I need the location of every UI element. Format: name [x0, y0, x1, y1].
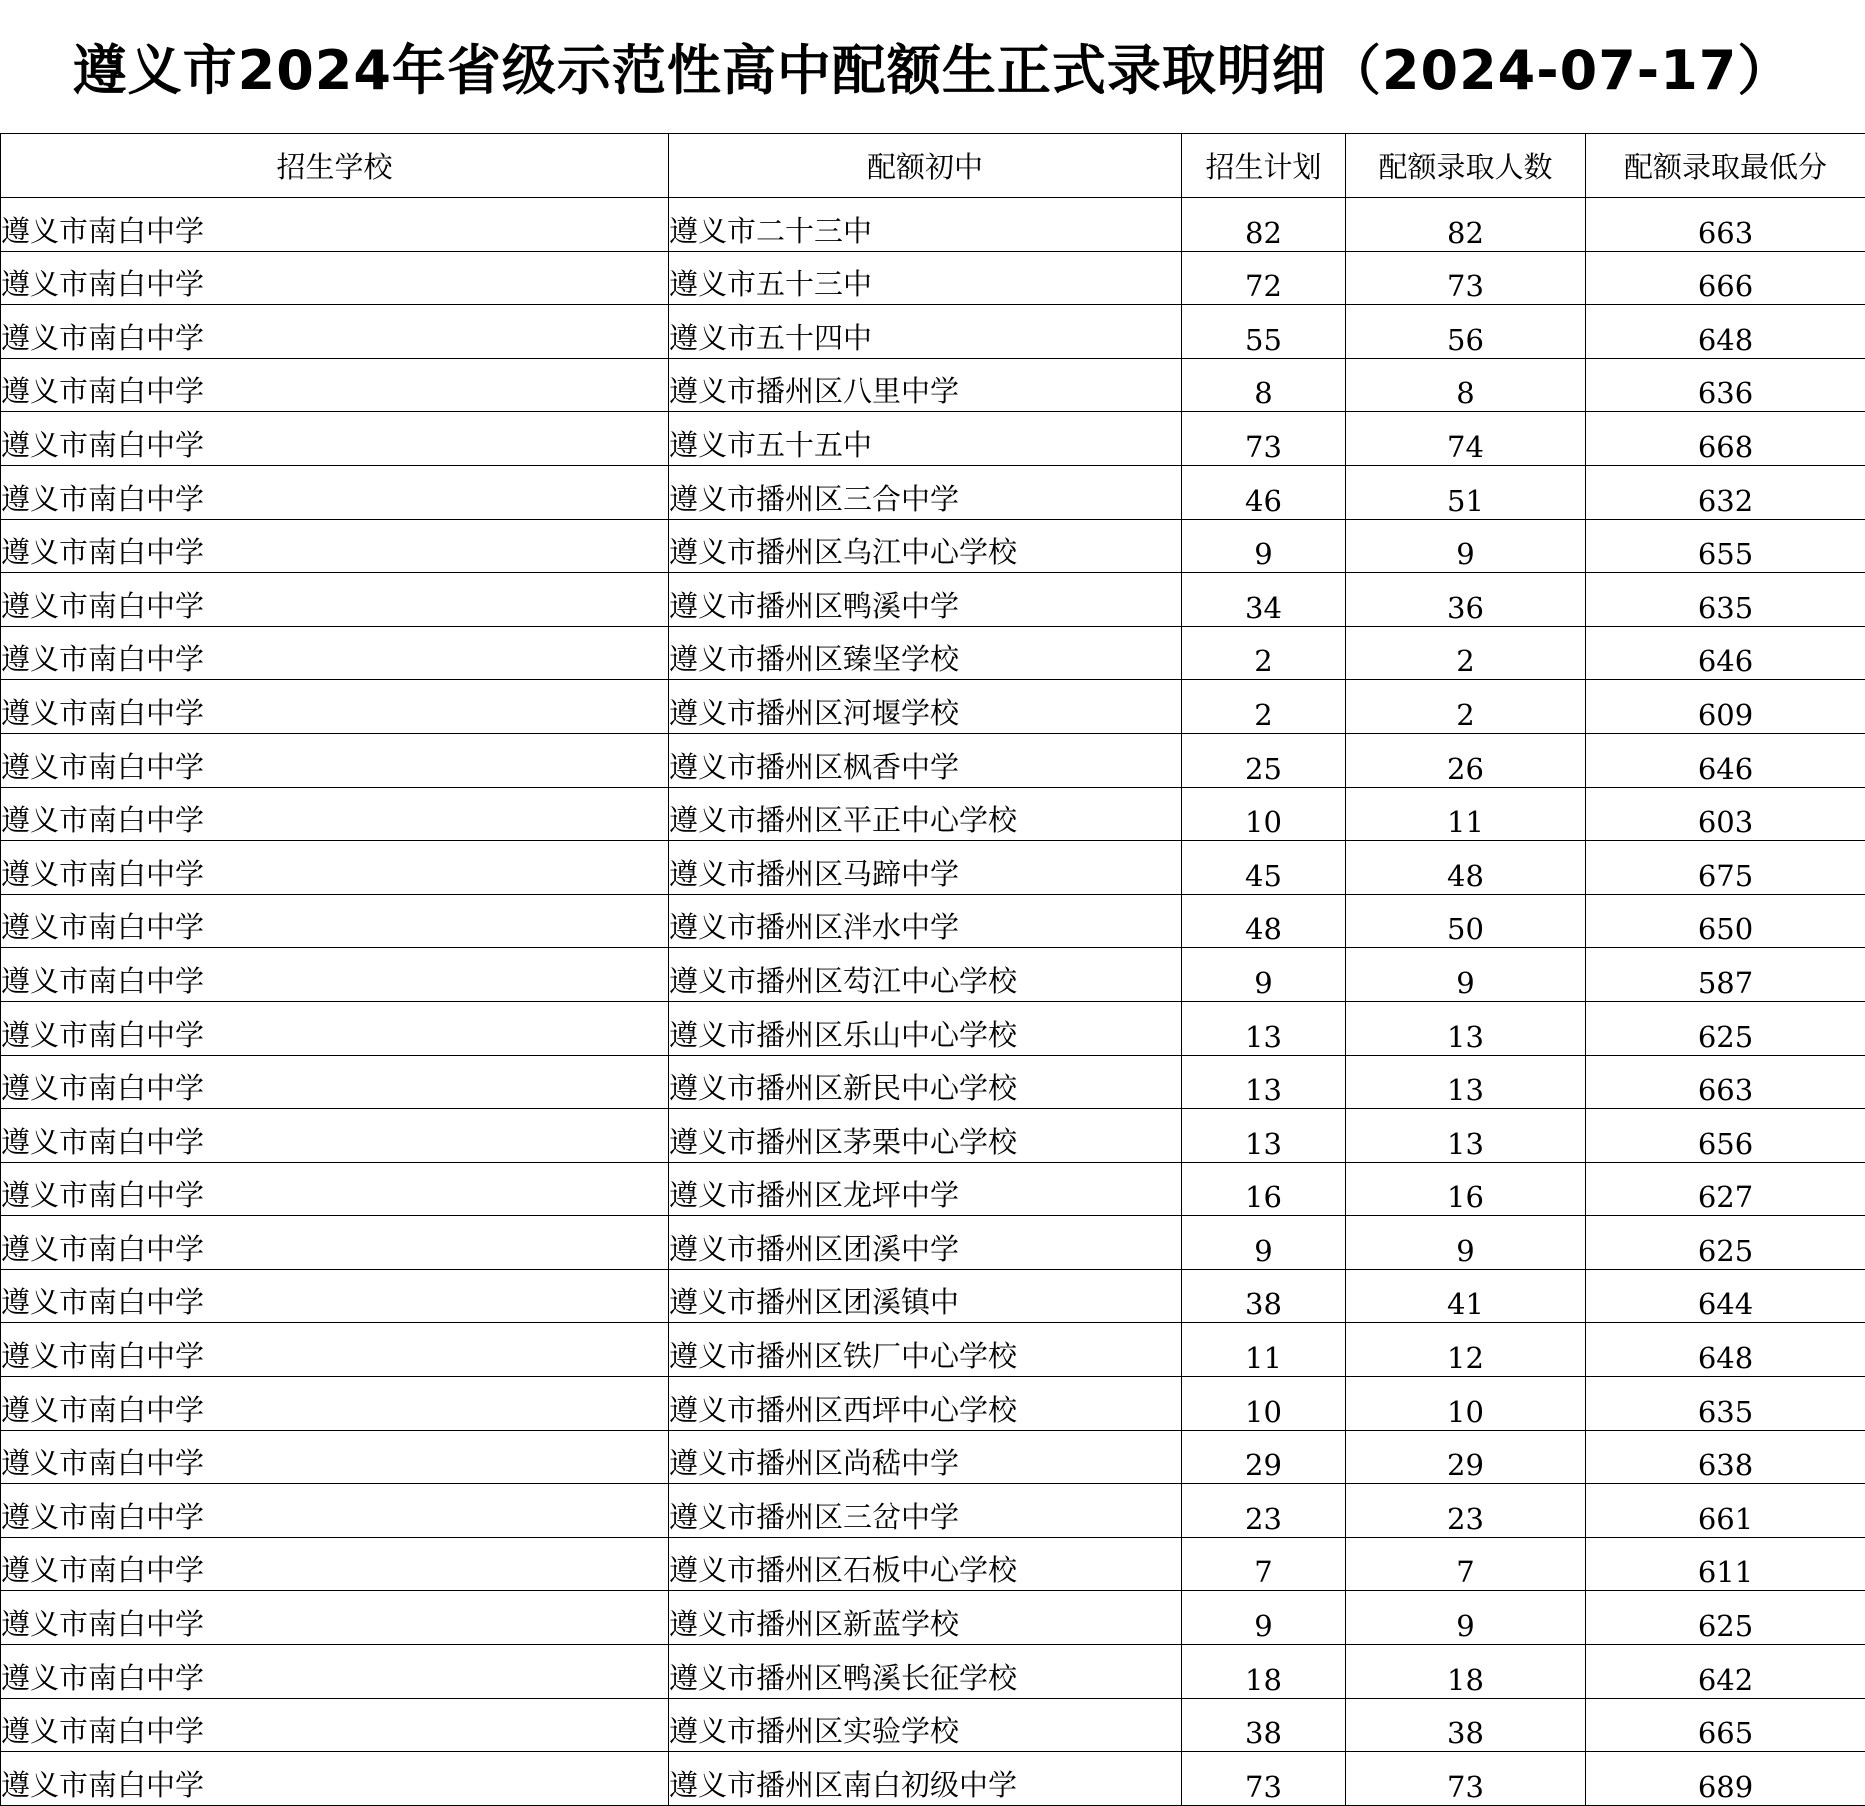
enrollment-plan-cell: 9 — [1182, 1216, 1346, 1270]
table-row — [1, 412, 1865, 466]
admitted-count-cell: 2 — [1346, 626, 1586, 680]
enrolling-school-cell: 遵义市南白中学 — [1, 1645, 669, 1699]
admitted-count-cell: 50 — [1346, 894, 1586, 948]
table-row — [1, 305, 1865, 359]
table-row — [1, 1484, 1865, 1538]
quota-middle-school-cell: 遵义市五十五中 — [669, 412, 1182, 466]
header-admitted-count: 配额录取人数 — [1346, 134, 1586, 198]
min-score-cell: 587 — [1586, 948, 1865, 1002]
table-body — [1, 198, 1865, 1806]
table-row — [1, 1216, 1865, 1270]
enrolling-school-cell: 遵义市南白中学 — [1, 1591, 669, 1645]
admitted-count-cell: 51 — [1346, 465, 1586, 519]
enrolling-school-cell: 遵义市南白中学 — [1, 198, 669, 252]
min-score-cell: 663 — [1586, 198, 1865, 252]
table-header — [1, 134, 1865, 198]
min-score-cell: 675 — [1586, 841, 1865, 895]
enrollment-plan-cell: 9 — [1182, 948, 1346, 1002]
enrolling-school-cell: 遵义市南白中学 — [1, 573, 669, 627]
min-score-cell: 635 — [1586, 573, 1865, 627]
enrolling-school-cell: 遵义市南白中学 — [1, 1269, 669, 1323]
admission-table — [0, 133, 1865, 1806]
min-score-cell: 642 — [1586, 1645, 1865, 1699]
min-score-cell: 627 — [1586, 1162, 1865, 1216]
enrolling-school-cell: 遵义市南白中学 — [1, 412, 669, 466]
min-score-cell: 648 — [1586, 1323, 1865, 1377]
enrollment-plan-cell: 13 — [1182, 1055, 1346, 1109]
enrollment-plan-cell: 34 — [1182, 573, 1346, 627]
enrolling-school-cell: 遵义市南白中学 — [1, 1484, 669, 1538]
enrolling-school-cell: 遵义市南白中学 — [1, 519, 669, 573]
quota-middle-school-cell: 遵义市播州区新民中心学校 — [669, 1055, 1182, 1109]
min-score-cell: 665 — [1586, 1698, 1865, 1752]
min-score-cell: 661 — [1586, 1484, 1865, 1538]
table-row — [1, 1698, 1865, 1752]
min-score-cell: 650 — [1586, 894, 1865, 948]
quota-middle-school-cell: 遵义市播州区枫香中学 — [669, 733, 1182, 787]
admitted-count-cell: 23 — [1346, 1484, 1586, 1538]
quota-middle-school-cell: 遵义市播州区三合中学 — [669, 465, 1182, 519]
enrolling-school-cell: 遵义市南白中学 — [1, 465, 669, 519]
admitted-count-cell: 74 — [1346, 412, 1586, 466]
enrolling-school-cell: 遵义市南白中学 — [1, 1001, 669, 1055]
header-enrollment-plan: 招生计划 — [1182, 134, 1346, 198]
admitted-count-cell: 9 — [1346, 519, 1586, 573]
table-row — [1, 1752, 1865, 1806]
admitted-count-cell: 16 — [1346, 1162, 1586, 1216]
table-row — [1, 1537, 1865, 1591]
quota-middle-school-cell: 遵义市播州区铁厂中心学校 — [669, 1323, 1182, 1377]
admitted-count-cell: 18 — [1346, 1645, 1586, 1699]
admitted-count-cell: 13 — [1346, 1109, 1586, 1163]
table-row — [1, 198, 1865, 252]
header-enrolling-school: 招生学校 — [1, 134, 669, 198]
enrolling-school-cell: 遵义市南白中学 — [1, 1162, 669, 1216]
enrollment-plan-cell: 2 — [1182, 680, 1346, 734]
enrollment-plan-cell: 55 — [1182, 305, 1346, 359]
table-row — [1, 733, 1865, 787]
min-score-cell: 603 — [1586, 787, 1865, 841]
table-row — [1, 1591, 1865, 1645]
header-min-score: 配额录取最低分 — [1586, 134, 1865, 198]
enrollment-plan-cell: 29 — [1182, 1430, 1346, 1484]
enrollment-plan-cell: 13 — [1182, 1109, 1346, 1163]
min-score-cell: 668 — [1586, 412, 1865, 466]
enrollment-plan-cell: 9 — [1182, 519, 1346, 573]
enrolling-school-cell: 遵义市南白中学 — [1, 251, 669, 305]
admitted-count-cell: 9 — [1346, 1216, 1586, 1270]
admitted-count-cell: 9 — [1346, 1591, 1586, 1645]
quota-middle-school-cell: 遵义市播州区新蓝学校 — [669, 1591, 1182, 1645]
admitted-count-cell: 10 — [1346, 1377, 1586, 1431]
min-score-cell: 646 — [1586, 733, 1865, 787]
enrolling-school-cell: 遵义市南白中学 — [1, 680, 669, 734]
quota-middle-school-cell: 遵义市播州区马蹄中学 — [669, 841, 1182, 895]
quota-middle-school-cell: 遵义市播州区茅栗中心学校 — [669, 1109, 1182, 1163]
enrolling-school-cell: 遵义市南白中学 — [1, 305, 669, 359]
table-row — [1, 573, 1865, 627]
admitted-count-cell: 11 — [1346, 787, 1586, 841]
quota-middle-school-cell: 遵义市五十四中 — [669, 305, 1182, 359]
enrolling-school-cell: 遵义市南白中学 — [1, 948, 669, 1002]
table-row — [1, 1001, 1865, 1055]
quota-middle-school-cell: 遵义市播州区八里中学 — [669, 358, 1182, 412]
enrollment-plan-cell: 18 — [1182, 1645, 1346, 1699]
enrollment-plan-cell: 23 — [1182, 1484, 1346, 1538]
quota-middle-school-cell: 遵义市播州区尚嵇中学 — [669, 1430, 1182, 1484]
header-row — [1, 134, 1865, 198]
table-row — [1, 948, 1865, 1002]
quota-middle-school-cell: 遵义市播州区鸭溪长征学校 — [669, 1645, 1182, 1699]
min-score-cell: 646 — [1586, 626, 1865, 680]
table-row — [1, 787, 1865, 841]
quota-middle-school-cell: 遵义市播州区乐山中心学校 — [669, 1001, 1182, 1055]
enrollment-plan-cell: 38 — [1182, 1269, 1346, 1323]
table-row — [1, 519, 1865, 573]
enrollment-plan-cell: 11 — [1182, 1323, 1346, 1377]
table-row — [1, 251, 1865, 305]
enrollment-plan-cell: 48 — [1182, 894, 1346, 948]
enrollment-plan-cell: 9 — [1182, 1591, 1346, 1645]
min-score-cell: 656 — [1586, 1109, 1865, 1163]
table-row — [1, 1645, 1865, 1699]
admitted-count-cell: 8 — [1346, 358, 1586, 412]
admitted-count-cell: 29 — [1346, 1430, 1586, 1484]
min-score-cell: 636 — [1586, 358, 1865, 412]
admitted-count-cell: 41 — [1346, 1269, 1586, 1323]
table-row — [1, 894, 1865, 948]
min-score-cell: 689 — [1586, 1752, 1865, 1806]
admitted-count-cell: 56 — [1346, 305, 1586, 359]
admitted-count-cell: 38 — [1346, 1698, 1586, 1752]
quota-middle-school-cell: 遵义市播州区乌江中心学校 — [669, 519, 1182, 573]
quota-middle-school-cell: 遵义市播州区实验学校 — [669, 1698, 1182, 1752]
enrollment-plan-cell: 45 — [1182, 841, 1346, 895]
quota-middle-school-cell: 遵义市播州区芶江中心学校 — [669, 948, 1182, 1002]
enrolling-school-cell: 遵义市南白中学 — [1, 1216, 669, 1270]
enrolling-school-cell: 遵义市南白中学 — [1, 1055, 669, 1109]
admitted-count-cell: 13 — [1346, 1055, 1586, 1109]
quota-middle-school-cell: 遵义市播州区臻坚学校 — [669, 626, 1182, 680]
enrolling-school-cell: 遵义市南白中学 — [1, 894, 669, 948]
enrollment-plan-cell: 82 — [1182, 198, 1346, 252]
enrolling-school-cell: 遵义市南白中学 — [1, 358, 669, 412]
enrollment-plan-cell: 46 — [1182, 465, 1346, 519]
enrolling-school-cell: 遵义市南白中学 — [1, 1323, 669, 1377]
min-score-cell: 632 — [1586, 465, 1865, 519]
enrollment-plan-cell: 10 — [1182, 1377, 1346, 1431]
enrollment-plan-cell: 13 — [1182, 1001, 1346, 1055]
table-row — [1, 1377, 1865, 1431]
table-row — [1, 841, 1865, 895]
quota-middle-school-cell: 遵义市播州区石板中心学校 — [669, 1537, 1182, 1591]
table-row — [1, 358, 1865, 412]
table-row — [1, 1323, 1865, 1377]
enrollment-plan-cell: 16 — [1182, 1162, 1346, 1216]
min-score-cell: 648 — [1586, 305, 1865, 359]
enrollment-plan-cell: 25 — [1182, 733, 1346, 787]
enrollment-plan-cell: 73 — [1182, 1752, 1346, 1806]
admitted-count-cell: 12 — [1346, 1323, 1586, 1377]
enrolling-school-cell: 遵义市南白中学 — [1, 733, 669, 787]
enrolling-school-cell: 遵义市南白中学 — [1, 1752, 669, 1806]
min-score-cell: 655 — [1586, 519, 1865, 573]
min-score-cell: 638 — [1586, 1430, 1865, 1484]
quota-middle-school-cell: 遵义市播州区团溪中学 — [669, 1216, 1182, 1270]
quota-middle-school-cell: 遵义市播州区三岔中学 — [669, 1484, 1182, 1538]
quota-middle-school-cell: 遵义市播州区西坪中心学校 — [669, 1377, 1182, 1431]
quota-middle-school-cell: 遵义市播州区平正中心学校 — [669, 787, 1182, 841]
quota-middle-school-cell: 遵义市播州区泮水中学 — [669, 894, 1182, 948]
enrollment-plan-cell: 38 — [1182, 1698, 1346, 1752]
table-row — [1, 1109, 1865, 1163]
min-score-cell: 609 — [1586, 680, 1865, 734]
quota-middle-school-cell: 遵义市播州区鸭溪中学 — [669, 573, 1182, 627]
quota-middle-school-cell: 遵义市二十三中 — [669, 198, 1182, 252]
min-score-cell: 625 — [1586, 1591, 1865, 1645]
enrollment-plan-cell: 10 — [1182, 787, 1346, 841]
admitted-count-cell: 26 — [1346, 733, 1586, 787]
enrollment-plan-cell: 72 — [1182, 251, 1346, 305]
quota-middle-school-cell: 遵义市播州区河堰学校 — [669, 680, 1182, 734]
enrollment-plan-cell: 7 — [1182, 1537, 1346, 1591]
quota-middle-school-cell: 遵义市播州区团溪镇中 — [669, 1269, 1182, 1323]
page-title: 遵义市2024年省级示范性高中配额生正式录取明细（2024-07-17） — [0, 0, 1865, 133]
min-score-cell: 625 — [1586, 1216, 1865, 1270]
admitted-count-cell: 73 — [1346, 1752, 1586, 1806]
enrollment-plan-cell: 2 — [1182, 626, 1346, 680]
enrolling-school-cell: 遵义市南白中学 — [1, 1698, 669, 1752]
min-score-cell: 611 — [1586, 1537, 1865, 1591]
table-row — [1, 465, 1865, 519]
admitted-count-cell: 9 — [1346, 948, 1586, 1002]
admitted-count-cell: 7 — [1346, 1537, 1586, 1591]
enrolling-school-cell: 遵义市南白中学 — [1, 841, 669, 895]
table-row — [1, 1269, 1865, 1323]
table-row — [1, 1430, 1865, 1484]
quota-middle-school-cell: 遵义市五十三中 — [669, 251, 1182, 305]
table-row — [1, 1055, 1865, 1109]
min-score-cell: 663 — [1586, 1055, 1865, 1109]
min-score-cell: 644 — [1586, 1269, 1865, 1323]
enrolling-school-cell: 遵义市南白中学 — [1, 1109, 669, 1163]
admitted-count-cell: 13 — [1346, 1001, 1586, 1055]
enrolling-school-cell: 遵义市南白中学 — [1, 626, 669, 680]
min-score-cell: 666 — [1586, 251, 1865, 305]
table-row — [1, 1162, 1865, 1216]
admitted-count-cell: 48 — [1346, 841, 1586, 895]
admitted-count-cell: 2 — [1346, 680, 1586, 734]
enrollment-plan-cell: 73 — [1182, 412, 1346, 466]
enrolling-school-cell: 遵义市南白中学 — [1, 1430, 669, 1484]
enrollment-plan-cell: 8 — [1182, 358, 1346, 412]
enrolling-school-cell: 遵义市南白中学 — [1, 1377, 669, 1431]
min-score-cell: 635 — [1586, 1377, 1865, 1431]
header-quota-middle-school: 配额初中 — [669, 134, 1182, 198]
min-score-cell: 625 — [1586, 1001, 1865, 1055]
quota-middle-school-cell: 遵义市播州区龙坪中学 — [669, 1162, 1182, 1216]
admitted-count-cell: 36 — [1346, 573, 1586, 627]
enrolling-school-cell: 遵义市南白中学 — [1, 1537, 669, 1591]
table-row — [1, 626, 1865, 680]
table-row — [1, 680, 1865, 734]
enrolling-school-cell: 遵义市南白中学 — [1, 787, 669, 841]
quota-middle-school-cell: 遵义市播州区南白初级中学 — [669, 1752, 1182, 1806]
admitted-count-cell: 82 — [1346, 198, 1586, 252]
admitted-count-cell: 73 — [1346, 251, 1586, 305]
